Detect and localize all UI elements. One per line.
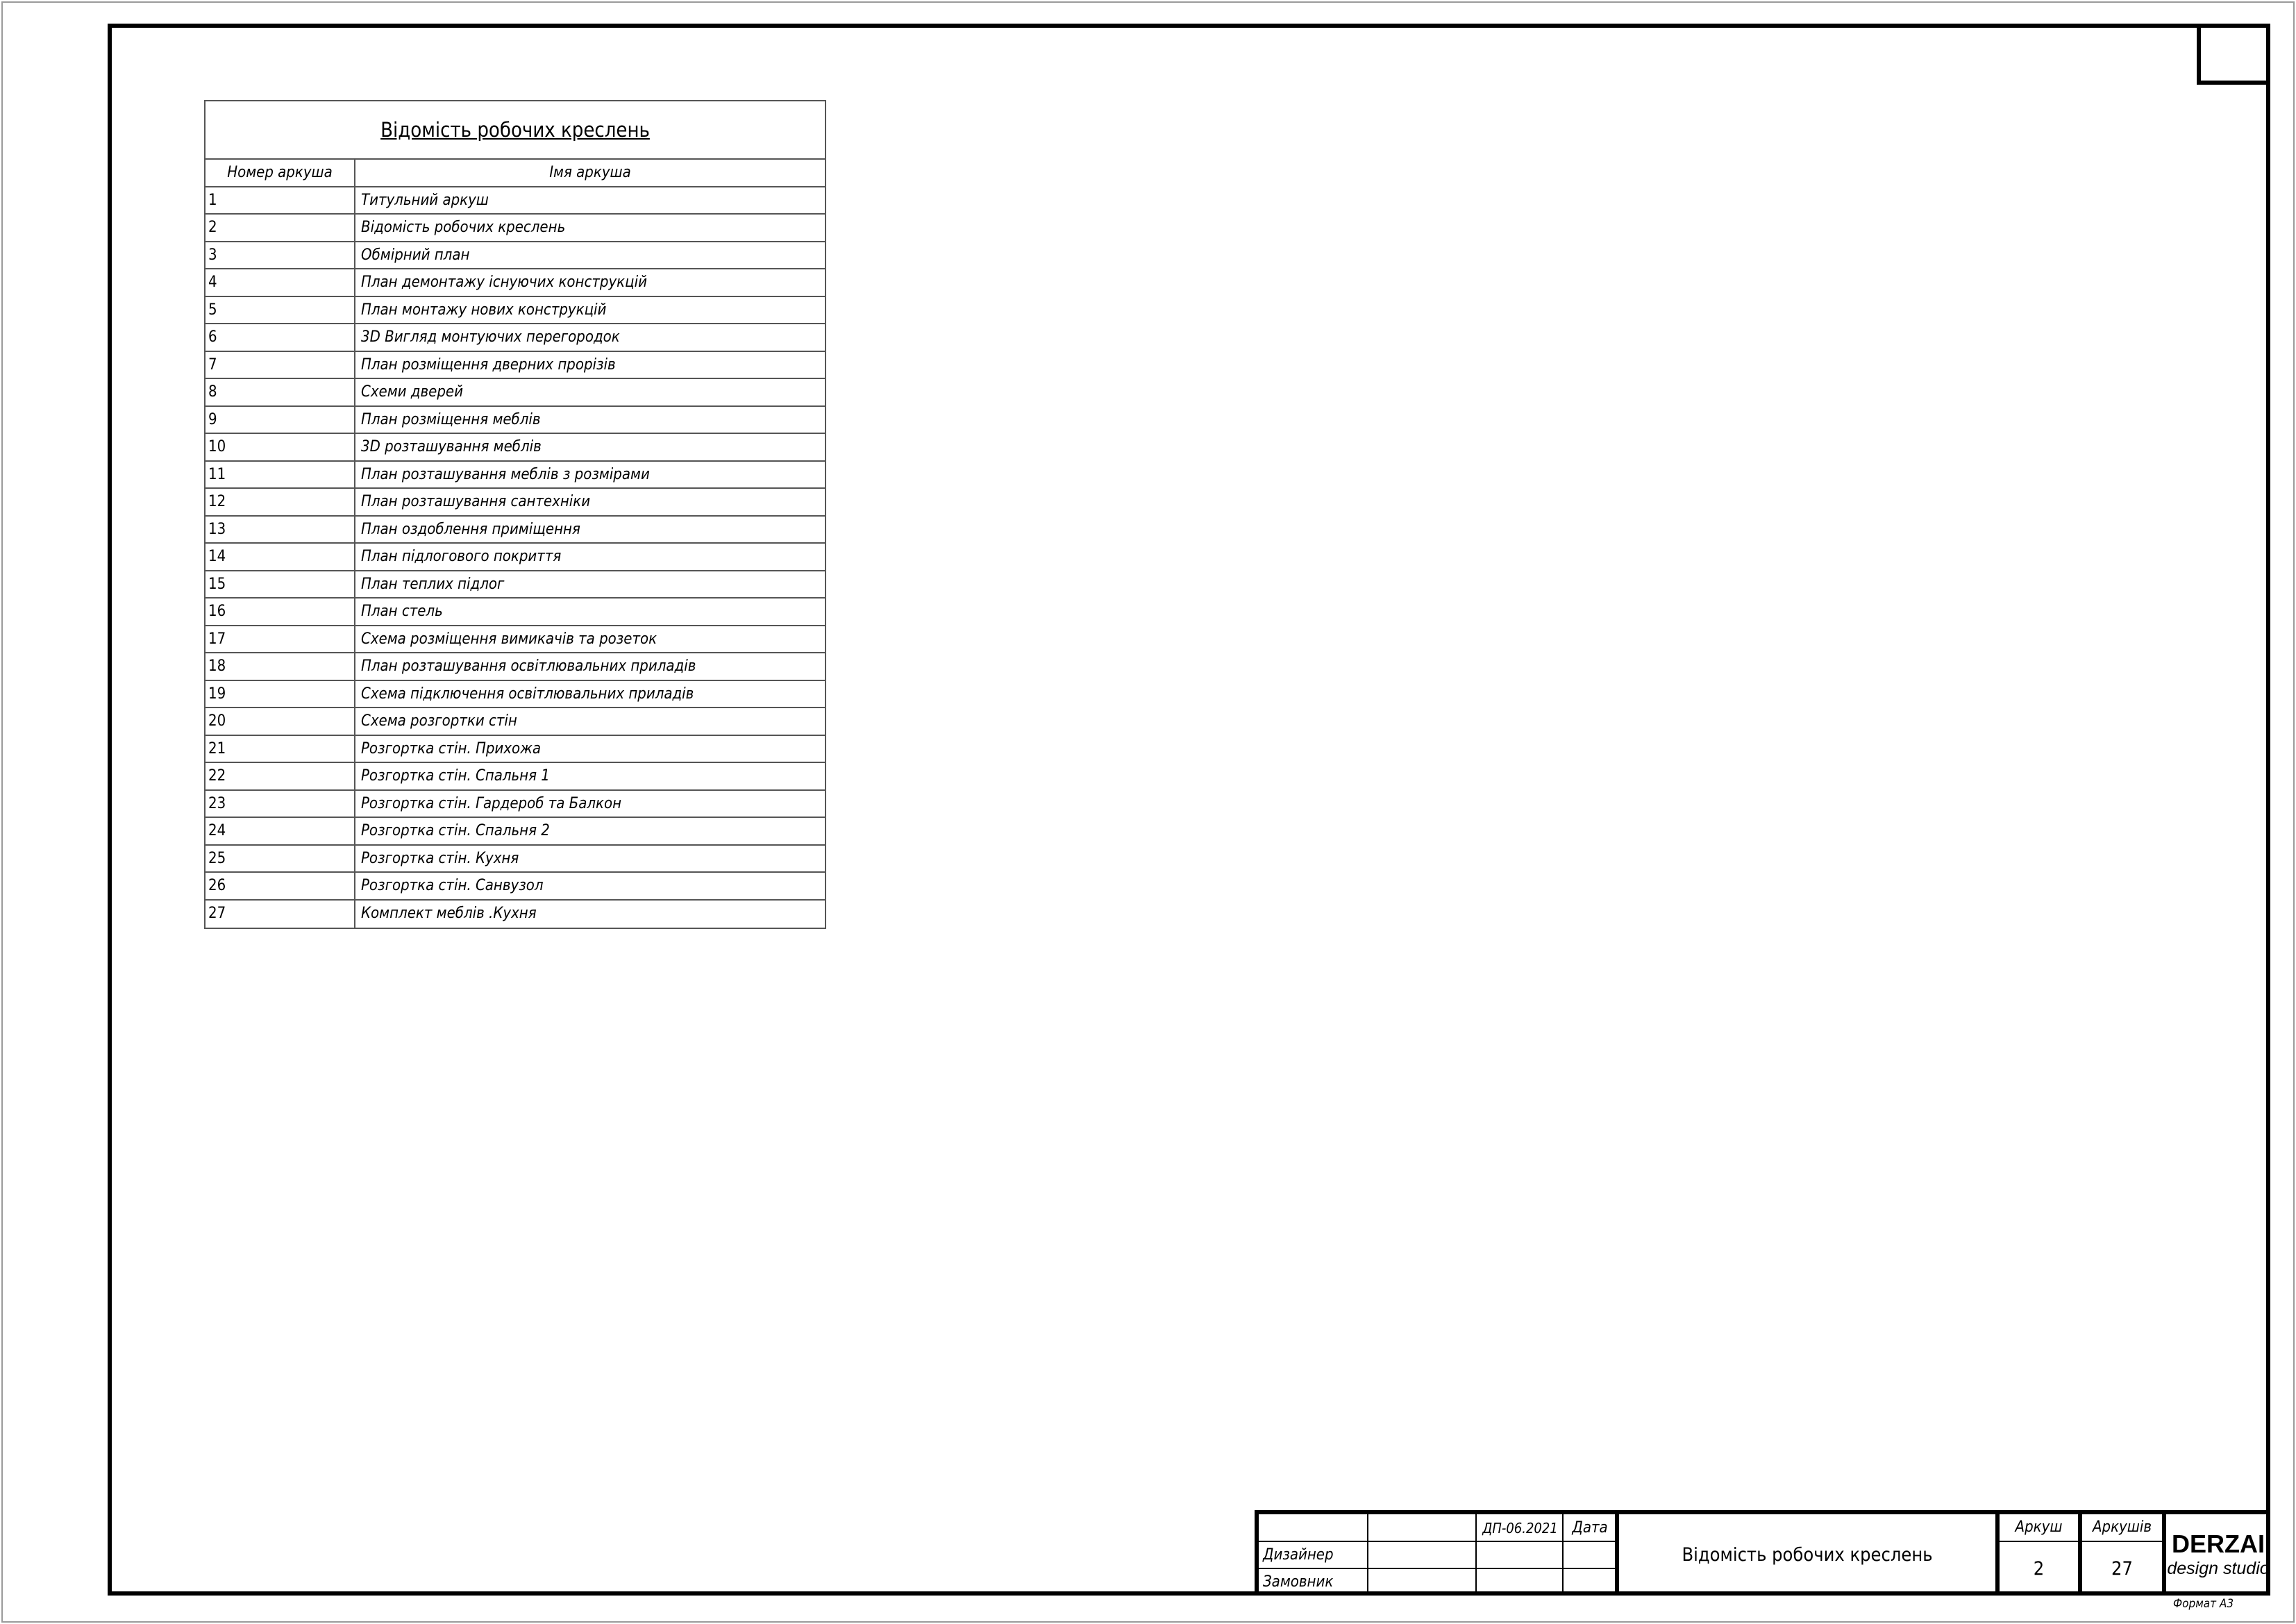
sheet-number-cell: 9	[206, 407, 355, 433]
sheet-name-cell: 3D Вигляд монтуючих перегородок	[361, 328, 620, 346]
sheet-list-title-text: Відомість робочих креслень	[380, 118, 650, 142]
table-row	[206, 846, 825, 873]
tb-divider	[1562, 1514, 1564, 1596]
sheet-name-cell: Розгортка стін. Гардероб та Балкон	[361, 794, 622, 812]
sheet-number-cell: 14	[206, 544, 355, 570]
sheet-number-cell: 2	[206, 215, 355, 241]
table-row	[206, 598, 825, 626]
sheet-number-cell: 12	[206, 489, 355, 515]
sheet-name-cell: Схема розміщення вимикачів та розеток	[361, 630, 657, 648]
table-row	[206, 434, 825, 462]
tb-divider	[1475, 1514, 1477, 1596]
sheet-number-cell: 19	[206, 681, 355, 708]
sheet-name-cell: План стель	[361, 603, 443, 620]
table-row	[206, 489, 825, 517]
sheet-number-cell: 21	[206, 736, 355, 762]
header-sheet-number: Номер аркуша	[206, 160, 355, 186]
sheets-label: Аркушів	[2092, 1518, 2152, 1536]
sheet-number-cell: 22	[206, 763, 355, 789]
sheet-number-cell: 25	[206, 846, 355, 872]
sheet-number-cell: 11	[206, 462, 355, 488]
sheet-name-cell: Схеми дверей	[361, 383, 463, 401]
table-row	[206, 818, 825, 846]
sheet-name-cell: План розташування освітлювальних приладів	[361, 658, 696, 675]
sheet-number-cell: 24	[206, 818, 355, 844]
sheet-name-cell: Обмірний план	[361, 246, 470, 264]
sheets-value: 27	[2111, 1558, 2133, 1580]
table-row	[206, 571, 825, 599]
sheet-name-cell: План оздоблення приміщення	[361, 520, 580, 538]
table-row	[206, 242, 825, 270]
sheet-name-cell: Розгортка стін. Санвузол	[361, 877, 544, 894]
sheet-number-cell: 26	[206, 873, 355, 899]
drawing-title: Відомість робочих креслень	[1682, 1544, 1933, 1566]
table-row	[206, 187, 825, 215]
sheet-name-cell: 3D розташування меблів	[361, 438, 542, 455]
sheet-number-cell: 13	[206, 517, 355, 543]
sheet-number-cell: 4	[206, 269, 355, 296]
sheet-name-cell: План теплих підлог	[361, 575, 505, 593]
studio-subtitle: design studio	[2167, 1559, 2270, 1578]
table-row	[206, 653, 825, 681]
table-row	[206, 462, 825, 489]
date-label: Дата	[1572, 1519, 1608, 1537]
sheet-label: Аркуш	[2015, 1518, 2063, 1536]
studio-name: DERZAI	[2172, 1530, 2265, 1558]
table-row	[206, 626, 825, 654]
table-row	[206, 517, 825, 544]
sheet-name-cell: Схема підключення освітлювальних приладів	[361, 685, 694, 703]
sheet-name-cell: План підлогового покриття	[361, 548, 562, 565]
sheet-name-cell: План розташування меблів з розмірами	[361, 465, 650, 483]
designer-label: Дизайнер	[1263, 1546, 1334, 1564]
table-row	[206, 544, 825, 571]
table-header-row	[206, 160, 825, 187]
sheet-name-cell: Титульний аркуш	[361, 191, 489, 209]
sheet-name-cell: Відомість робочих креслень	[361, 219, 566, 236]
title-block	[1255, 1510, 2270, 1596]
table-row	[206, 297, 825, 325]
table-row	[206, 873, 825, 901]
table-row	[206, 708, 825, 736]
sheet-name-cell: План розміщення дверних прорізів	[361, 355, 616, 374]
sheet-name-cell: Схема розгортки стін	[361, 712, 517, 730]
table-row	[206, 681, 825, 709]
sheet-number-cell: 8	[206, 379, 355, 405]
sheet-name-cell: План демонтажу існуючих конструкцій	[361, 274, 647, 291]
sheet-value: 2	[2033, 1558, 2045, 1580]
format-label: Формат А3	[2173, 1597, 2234, 1611]
header-sheet-name: Імя аркуша	[549, 164, 631, 181]
corner-box	[2197, 28, 2266, 85]
table-row	[206, 791, 825, 819]
project-code: ДП-06.2021	[1482, 1520, 1558, 1537]
sheet-number-cell: 27	[206, 901, 355, 928]
sheet-number-cell: 7	[206, 352, 355, 378]
sheet-name-cell: Комплект меблів .Кухня	[361, 904, 537, 922]
sheet-name-cell: План розміщення меблів	[361, 410, 541, 428]
sheet-name-cell: Розгортка стін. Спальня 2	[361, 822, 550, 839]
sheet-number-cell: 23	[206, 791, 355, 817]
sheet-number-cell: 6	[206, 324, 355, 351]
table-row	[206, 763, 825, 791]
sheet-name-cell: Розгортка стін. Кухня	[361, 849, 519, 867]
sheet-number-cell: 17	[206, 626, 355, 653]
sheet-number-cell: 15	[206, 571, 355, 598]
sheet-number-cell: 16	[206, 598, 355, 625]
sheet-number-cell: 20	[206, 708, 355, 735]
sheet-number-cell: 3	[206, 242, 355, 269]
sheet-name-cell: Розгортка стін. Спальня 1	[361, 767, 550, 785]
table-row	[206, 379, 825, 407]
sheet-number-cell: 5	[206, 297, 355, 324]
sheet-number-cell: 18	[206, 653, 355, 680]
sheet-list-title	[206, 101, 825, 160]
sheet-list-body	[206, 187, 825, 928]
sheet-number-cell: 10	[206, 434, 355, 460]
table-row	[206, 215, 825, 242]
table-row	[206, 324, 825, 352]
client-label: Замовник	[1263, 1573, 1334, 1591]
table-row	[206, 352, 825, 380]
table-row	[206, 407, 825, 435]
table-row	[206, 269, 825, 297]
sheet-name-cell: План монтажу нових конструкцій	[361, 301, 607, 319]
tb-divider	[1367, 1514, 1368, 1596]
table-row	[206, 736, 825, 764]
sheet-name-cell: План розташування сантехніки	[361, 493, 591, 510]
table-row	[206, 901, 825, 928]
sheet-number-cell: 1	[206, 187, 355, 214]
sheet-name-cell: Розгортка стін. Прихожа	[361, 739, 542, 757]
sheet-list-table	[204, 100, 826, 929]
